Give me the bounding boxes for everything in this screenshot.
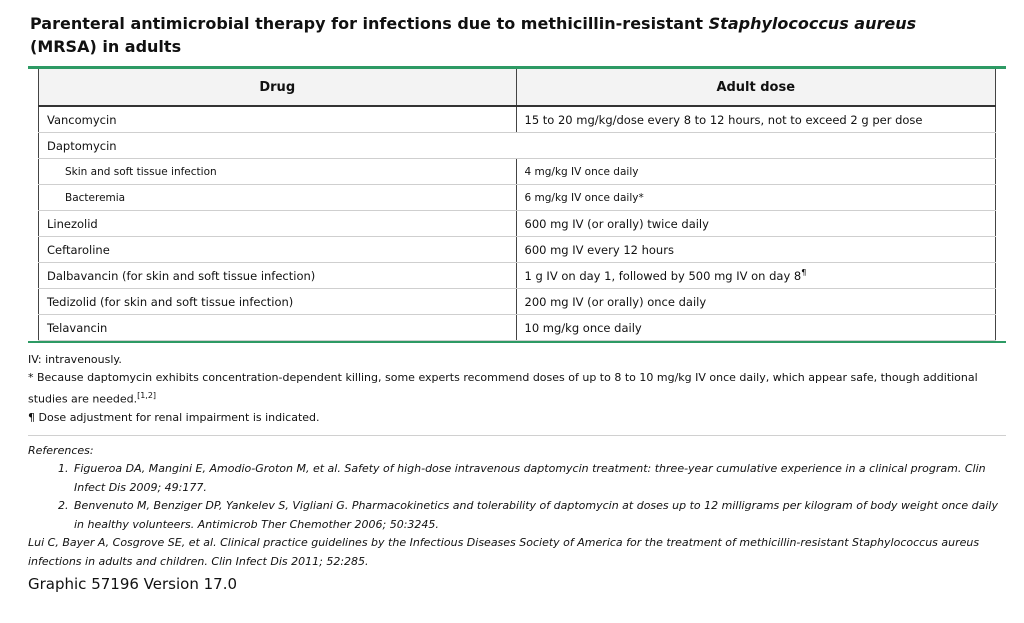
dose-text: 1 g IV on day 1, followed by 500 mg IV on day 8: [524, 269, 802, 283]
dose-cell: 6 mg/kg IV once daily*: [516, 185, 996, 211]
references-list: [28, 460, 1006, 534]
drug-cell: Vancomycin: [39, 106, 517, 133]
reference-item: 1. Figueroa DA, Mangini E, Amodio-Groton M, et al. Safety of high-dose intravenous daptomycin treatment: three-year cumulative experience in a clinical program. Clin Infect Dis 2009; 49:177.: [72, 460, 1006, 497]
drug-subcell: Skin and soft tissue infection: [39, 159, 517, 185]
drug-cell: Tedizolid (for skin and soft tissue infection): [39, 289, 517, 315]
dose-cell: 15 to 20 mg/kg/dose every 8 to 12 hours, not to exceed 2 g per dose: [516, 106, 996, 133]
drug-cell: Dalbavancin (for skin and soft tissue infection): [39, 263, 517, 289]
graphic-container: [28, 12, 1006, 593]
table-row: [39, 106, 996, 133]
footnote-iv: IV: intravenously.: [28, 353, 122, 366]
bottom-divider: [28, 341, 1006, 343]
dose-cell: 4 mg/kg IV once daily: [516, 159, 996, 185]
table-row: [39, 263, 996, 289]
table-row: [39, 133, 996, 159]
table-row: [39, 289, 996, 315]
references: [28, 442, 1006, 572]
dose-cell: 600 mg IV every 12 hours: [516, 237, 996, 263]
reference-item: 2. Benvenuto M, Benziger DP, Yankelev S, Vigliani G. Pharmacokinetics and tolerability of daptomycin at doses up to 12 milligrams per kilogram of body weight once daily in healthy volunteers. Antimicrob Ther Chemother 2006; 50:3245.: [72, 497, 1006, 534]
footnote-mark: ¶: [801, 268, 807, 277]
table-row: [39, 237, 996, 263]
graphic-version: Graphic 57196 Version 17.0: [28, 575, 238, 594]
table-row: [39, 185, 996, 211]
footnotes: [28, 351, 1006, 427]
dose-cell: 200 mg IV (or orally) once daily: [516, 289, 996, 315]
dose-cell: 600 mg IV (or orally) twice daily: [516, 211, 996, 237]
drug-cell: Ceftaroline: [39, 237, 517, 263]
dose-cell: 10 mg/kg once daily: [516, 315, 996, 341]
drug-cell: Daptomycin: [39, 133, 996, 159]
dosing-table: [38, 69, 996, 341]
table-row: [39, 159, 996, 185]
header-drug: Drug: [39, 69, 517, 106]
table-header-row: [39, 69, 996, 106]
drug-cell: Telavancin: [39, 315, 517, 341]
source-citation: Lui C, Bayer A, Cosgrove SE, et al. Clinical practice guidelines by the Infectious Diseases Society of America for the treatment of methicillin-resistant Staphylococcus aureus infections in adults and children. Clin Infect Dis 2011; 52:285.: [28, 536, 980, 568]
drug-cell: Linezolid: [39, 211, 517, 237]
references-divider: [28, 435, 1006, 436]
footnote-pilcrow: ¶ Dose adjustment for renal impairment is indicated.: [28, 410, 320, 424]
reference-link[interactable]: [1,2]: [137, 391, 157, 400]
footnote-star-text: * Because daptomycin exhibits concentration-dependent killing, some experts recommend doses of up to 8 to 10 mg/kg IV once daily, which appear safe, though additional studies are needed.: [28, 371, 978, 406]
header-adult-dose: Adult dose: [516, 69, 996, 106]
table-row: [39, 211, 996, 237]
title-text: Parenteral antimicrobial therapy for infections due to methicillin-resistant: [30, 14, 709, 33]
drug-subcell: Bacteremia: [39, 185, 517, 211]
title-text-2: (MRSA) in adults: [30, 37, 182, 56]
page-title: [30, 12, 1006, 58]
dose-cell: [516, 263, 996, 289]
footnote-star: [28, 369, 1006, 409]
table-row: [39, 315, 996, 341]
references-heading: References:: [28, 443, 94, 457]
title-italic-text: Staphylococcus aureus: [708, 14, 917, 33]
